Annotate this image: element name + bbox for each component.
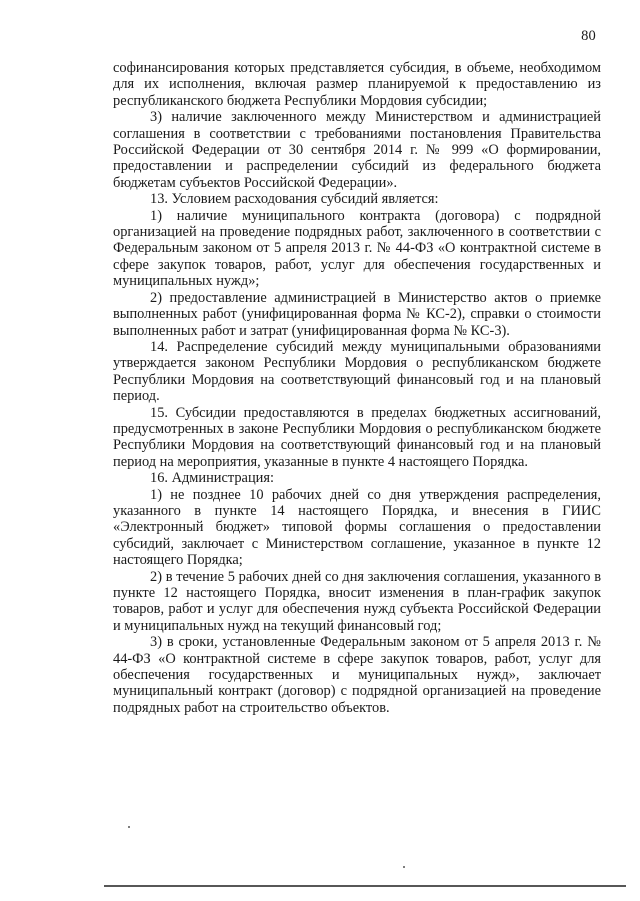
paragraph-section-15: 15. Субсидии предоставляются в пределах бюджетных ассигнований, предусмотренных в законе Республики Мордовия о республиканском бюджете Республики Мордовия на соответствующий финансовый год и на плановый период на мероприятия, указанные в пункте 4 настоящего Порядка. [113, 404, 601, 470]
paragraph-16-item-3: 3) в сроки, установленные Федеральным законом от 5 апреля 2013 г. № 44-ФЗ «О контрактной системе в сфере закупок товаров, работ, услуг для обеспечения государственных и муниципальных нужд», заключает муниципальный контракт (договор) с подрядной организацией на проведение подрядных работ на строительство объектов. [113, 634, 601, 716]
document-body [113, 60, 601, 716]
paragraph-continuation: софинансирования которых представляется субсидия, в объеме, необходимом для их исполнения, включая размер планируемой к предоставлению из республиканского бюджета Республики Мордовия субсидии; [113, 60, 601, 109]
paragraph-16-item-1: 1) не позднее 10 рабочих дней со дня утверждения распределения, указанного в пункте 14 настоящего Порядка, и внесения в ГИИС «Электронный бюджет» типовой формы соглашения о предоставлении субсидий, заключает с Министерством соглашение, указанное в пункте 12 настоящего Порядка; [113, 486, 601, 569]
paragraph-section-16: 16. Администрация: [150, 470, 274, 487]
page-number: 80 [581, 28, 596, 44]
paragraph-section-13: 13. Условием расходования субсидий является: [150, 191, 439, 208]
scan-speck [403, 866, 405, 868]
paragraph-item-3: 3) наличие заключенного между Министерством и администрацией соглашения в соответствии с требованиями постановления Правительства Российской Федерации от 30 сентября 2014 г. № 999 «О формировании, предоставлении и распределении субсидий из федерального бюджета бюджетам субъектов Российской Федерации». [113, 109, 601, 191]
paragraph-13-item-1: 1) наличие муниципального контракта (договора) с подрядной организацией на проведение подрядных работ, заключенного в соответствии с Федеральным законом от 5 апреля 2013 г. № 44-ФЗ «О контрактной системе в сфере закупок товаров, работ, услуг для обеспечения государственных и муниципальных нужд»; [113, 207, 601, 290]
scan-speck [128, 826, 130, 828]
paragraph-section-14: 14. Распределение субсидий между муниципальными образованиями утверждается законом Республики Мордовия о республиканском бюджете Республики Мордовия на соответствующий финансовый год и на плановый период. [113, 338, 601, 405]
paragraph-16-item-2: 2) в течение 5 рабочих дней со дня заключения соглашения, указанного в пункте 12 настоящего Порядка, вносит изменения в план-график закупок товаров, работ и услуг для обеспечения нужд субъекта Российской Федерации и муниципальных нужд на текущий финансовый год; [113, 568, 601, 634]
scan-edge-line [104, 885, 626, 887]
paragraph-13-item-2: 2) предоставление администрацией в Министерство актов о приемке выполненных работ (унифицированная форма № КС-2), справки о стоимости выполненных работ и затрат (унифицированная форма № КС-3). [113, 289, 601, 339]
